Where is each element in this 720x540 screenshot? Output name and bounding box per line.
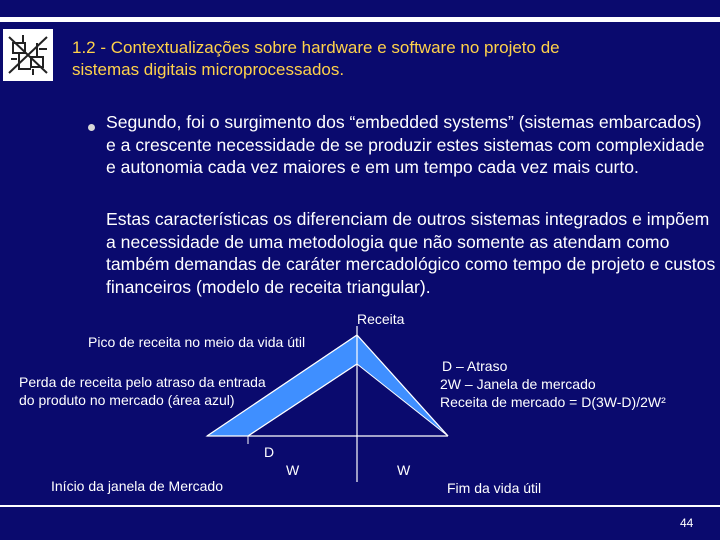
legend-block [440,357,666,411]
window-legend: 2W – Janela de mercado [440,376,596,392]
end-of-life-label: Fim da vida útil [447,480,542,496]
revenue-axis-label: Receita [357,311,405,327]
on-time-fall-line [357,335,448,436]
page-number: 44 [680,516,694,530]
delay-legend: D – Atraso [442,358,508,374]
bottom-rule [0,505,720,507]
circuit-logo-icon [3,29,53,81]
window-start-label: Início da janela de Mercado [51,478,223,494]
loss-label-line1: Perda de receita pelo atraso da entrada [19,374,266,390]
w-right-label: W [397,462,411,478]
bullet-icon [88,124,95,131]
w-left-label: W [286,462,300,478]
delay-d-label: D [264,444,275,460]
loss-label-line2: do produto no mercado (área azul) [19,392,235,408]
revenue-triangle-diagram [0,300,720,505]
body-paragraph-1: Segundo, foi o surgimento dos “embedded systems” (sistemas embarcados) e a crescente necessidade de se produzir estes sistemas com complexidade e autonomia cada vez maiores e em um tempo cada vez mais curto. [106,112,705,177]
slide-title [72,37,692,81]
top-rule [0,17,720,22]
revenue-formula: Receita de mercado = D(3W-D)/2W² [440,394,666,410]
peak-revenue-label: Pico de receita no meio da vida útil [88,334,306,350]
body-paragraph-2: Estas características os diferenciam de outros sistemas integrados e impõem a necessidade de uma metodologia que não somente as atendam como também demandas de caráter mercadológico como tempo de projeto e custos financeiros (modelo de receita triangular). [106,209,716,297]
slide-title-line1: 1.2 - Contextualizações sobre hardware e software no projeto de [72,38,560,57]
slide-title-line2: sistemas digitais microprocessados. [72,60,345,79]
loss-label [19,373,266,409]
logo [3,29,53,81]
